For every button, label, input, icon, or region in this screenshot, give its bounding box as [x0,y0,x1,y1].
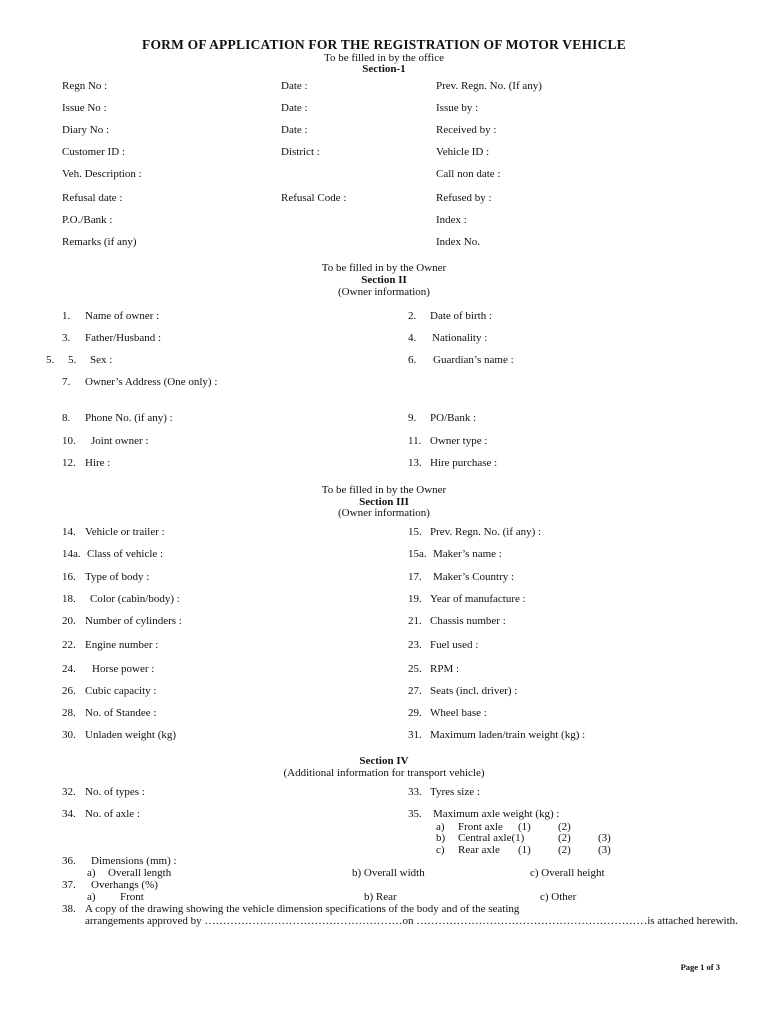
hire-purchase-field[interactable]: Hire purchase : [430,457,498,469]
drawing-statement: A copy of the drawing showing the vehicle dimension specifications of the body and of the seating [85,903,520,915]
class-of-vehicle-field[interactable]: Class of vehicle : [87,548,164,560]
refusal-code-field[interactable]: Refusal Code : [281,192,347,204]
index-field[interactable]: Index : [436,214,467,226]
max-axle-weight-field[interactable]: Maximum axle weight (kg) : [433,808,560,820]
rear-axle-label: Rear axle [458,844,500,856]
diary-no-field[interactable]: Diary No : [62,124,110,136]
item-number: 34. [62,808,76,820]
item-number: 15a. [408,548,427,560]
engine-number-field[interactable]: Engine number : [85,639,159,651]
overhang-other-field[interactable]: c) Other [540,891,577,903]
section-2-subtitle: (Owner information) [338,286,430,298]
district-field[interactable]: District : [281,146,320,158]
item-number: 27. [408,685,422,697]
item-number: 28. [62,707,76,719]
vehicle-id-field[interactable]: Vehicle ID : [436,146,490,158]
rear-axle-2-field[interactable]: (2) [558,844,571,856]
item-number: 32. [62,786,76,798]
rear-axle-3-field[interactable]: (3) [598,844,611,856]
wheel-base-field[interactable]: Wheel base : [430,707,487,719]
item-number: 10. [62,435,76,447]
overall-width-field[interactable]: b) Overall width [352,867,425,879]
office-instruction: To be filled in by the office [324,52,444,64]
section-3-subtitle: (Owner information) [338,507,430,519]
seats-field[interactable]: Seats (incl. driver) : [430,685,518,697]
dimensions-label: Dimensions (mm) : [91,855,177,867]
customer-id-field[interactable]: Customer ID : [62,146,125,158]
overall-height-field[interactable]: c) Overall height [530,867,605,879]
item-number: 14. [62,526,76,538]
item-number: 20. [62,615,76,627]
date-of-birth-field[interactable]: Date of birth : [430,310,493,322]
section-3-heading: Section III [359,496,409,508]
prev-regn-field[interactable]: Prev. Regn. No. (If any) [436,80,542,92]
central-axle-2-field[interactable]: (2) [558,832,571,844]
makers-name-field[interactable]: Maker’s name : [433,548,502,560]
diary-date-field[interactable]: Date : [281,124,308,136]
item-number: 7. [62,376,71,388]
no-of-standee-field[interactable]: No. of Standee : [85,707,157,719]
number-of-cylinders-field[interactable]: Number of cylinders : [85,615,182,627]
item-number: 15. [408,526,422,538]
remarks-field[interactable]: Remarks (if any) [62,236,137,248]
item-number: 37. [62,879,76,891]
item-number: 29. [408,707,422,719]
item-number: 30. [62,729,76,741]
rear-axle-1-field[interactable]: (1) [518,844,531,856]
item-number: 9. [408,412,417,424]
overhang-front-field[interactable]: Front [120,891,144,903]
guardians-name-field[interactable]: Guardian’s name : [433,354,514,366]
max-laden-weight-field[interactable]: Maximum laden/train weight (kg) : [430,729,586,741]
list-marker: a) [436,821,445,833]
front-axle-1-field[interactable]: (1) [518,821,531,833]
list-marker: b) [436,832,446,844]
overall-length-field[interactable]: Overall length [108,867,172,879]
item-number: 14a. [62,548,81,560]
refused-by-field[interactable]: Refused by : [436,192,492,204]
po-bank-field[interactable]: P.O./Bank : [62,214,113,226]
item-number: 12. [62,457,76,469]
item-number: 6. [408,354,417,366]
item-number: 35. [408,808,422,820]
makers-country-field[interactable]: Maker’s Country : [433,571,515,583]
item-number: 26. [62,685,76,697]
cubic-capacity-field[interactable]: Cubic capacity : [85,685,157,697]
item-number: 25. [408,663,422,675]
central-axle-1-field[interactable]: Central axle(1) [458,832,525,844]
item-number: 33. [408,786,422,798]
refusal-date-field[interactable]: Refusal date : [62,192,123,204]
owner-po-bank-field[interactable]: PO/Bank : [430,412,477,424]
page-number: Page 1 of 3 [680,962,720,972]
section-4-subtitle: (Additional information for transport vehicle) [283,767,485,779]
item-number: 21. [408,615,422,627]
regn-date-field[interactable]: Date : [281,80,308,92]
section-4-heading: Section IV [359,755,409,767]
index-no-field[interactable]: Index No. [436,236,480,248]
phone-no-field[interactable]: Phone No. (if any) : [85,412,173,424]
section-2-heading: Section II [361,274,407,286]
item-number: 4. [408,332,417,344]
item-number: 11. [408,435,422,447]
on-label: on [402,915,414,927]
item-number: 5. [46,354,55,366]
overhangs-label: Overhangs (%) [91,879,158,891]
item-number: 22. [62,639,76,651]
year-of-manufacture-field[interactable]: Year of manufacture : [430,593,526,605]
approved-by-label: arrangements approved by [85,915,202,927]
item-number: 19. [408,593,422,605]
owner-instruction-2: To be filled in by the Owner [321,262,447,274]
prev-regn-no-field[interactable]: Prev. Regn. No. (if any) : [430,526,542,538]
item-number: 16. [62,571,76,583]
approval-date-field[interactable]: ……………………………………………………… [416,915,648,927]
call-non-date-field[interactable]: Call non date : [436,168,501,180]
central-axle-3-field[interactable]: (3) [598,832,611,844]
item-number: 38. [62,903,76,915]
rpm-field[interactable]: RPM : [430,663,460,675]
name-of-owner-field[interactable]: Name of owner : [85,310,160,322]
section-1-heading: Section-1 [362,63,406,75]
no-of-types-field[interactable]: No. of types : [85,786,145,798]
issue-by-field[interactable]: Issue by : [436,102,479,114]
issue-date-field[interactable]: Date : [281,102,308,114]
owner-type-field[interactable]: Owner type : [430,435,488,447]
item-number: 2. [408,310,417,322]
nationality-field[interactable]: Nationality : [432,332,488,344]
attached-label: is attached herewith. [647,915,738,927]
item-number: 24. [62,663,76,675]
sex-field[interactable]: Sex : [90,354,113,366]
color-field[interactable]: Color (cabin/body) : [90,593,180,605]
owner-instruction-3: To be filled in by the Owner [321,484,447,496]
father-husband-field[interactable]: Father/Husband : [85,332,162,344]
overhang-rear-field[interactable]: b) Rear [364,891,397,903]
form-title: FORM OF APPLICATION FOR THE REGISTRATION OF MOTOR VEHICLE [142,37,626,52]
item-number: 5. [68,354,77,366]
item-number: 3. [62,332,71,344]
unladen-weight-field[interactable]: Unladen weight (kg) [85,729,177,741]
owners-address-field[interactable]: Owner’s Address (One only) : [85,376,218,388]
fuel-used-field[interactable]: Fuel used : [430,639,479,651]
item-number: 31. [408,729,422,741]
item-number: 23. [408,639,422,651]
horse-power-field[interactable]: Horse power : [92,663,155,675]
approved-by-field[interactable]: ……………………………………………… [204,915,403,927]
item-number: 17. [408,571,422,583]
received-by-field[interactable]: Received by : [436,124,497,136]
veh-description-field[interactable]: Veh. Description : [62,168,142,180]
joint-owner-field[interactable]: Joint owner : [91,435,149,447]
hire-field[interactable]: Hire : [85,457,111,469]
tyres-size-field[interactable]: Tyres size : [430,786,480,798]
drawing-statement-line2 [85,915,738,927]
type-of-body-field[interactable]: Type of body : [85,571,150,583]
item-number: 1. [62,310,71,322]
regn-no-field[interactable]: Regn No : [62,80,108,92]
vehicle-or-trailer-field[interactable]: Vehicle or trailer : [85,526,165,538]
front-axle-2-field[interactable]: (2) [558,821,571,833]
item-number: 13. [408,457,422,469]
no-of-axle-field[interactable]: No. of axle : [85,808,140,820]
issue-no-field[interactable]: Issue No : [62,102,107,114]
list-marker: c) [436,844,445,856]
item-number: 8. [62,412,71,424]
item-number: 18. [62,593,76,605]
list-marker: a) [87,867,96,879]
item-number: 36. [62,855,76,867]
chassis-number-field[interactable]: Chassis number : [430,615,506,627]
front-axle-label: Front axle [458,821,503,833]
list-marker: a) [87,891,96,903]
